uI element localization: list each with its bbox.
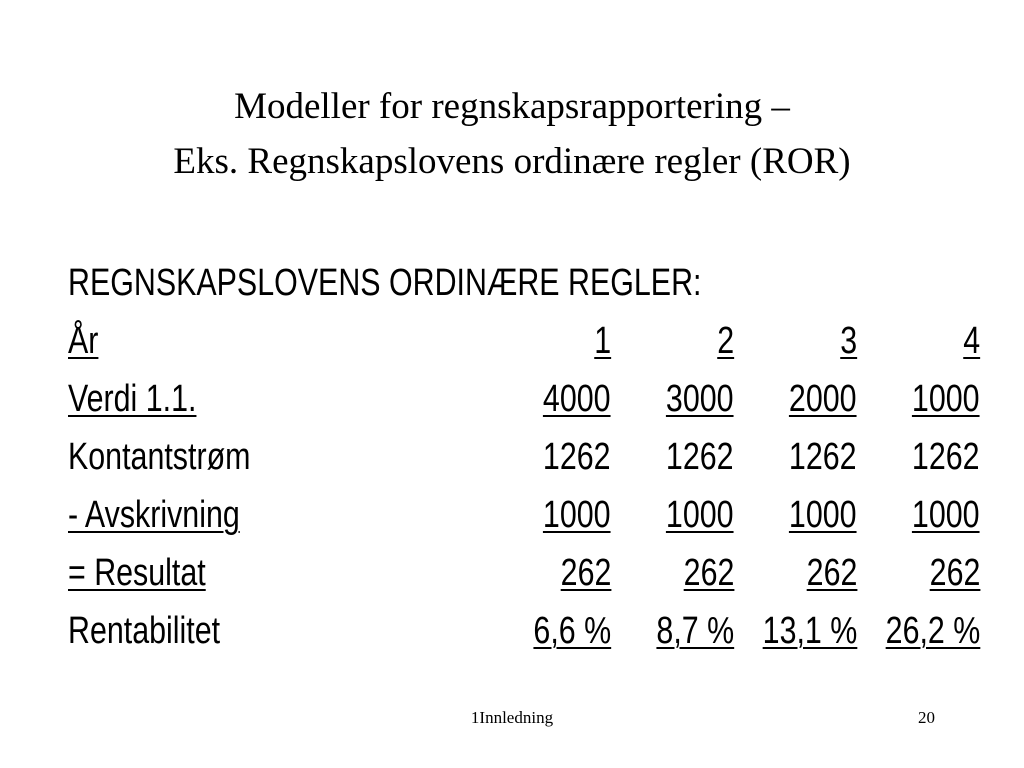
table-cell: 4000 <box>543 378 611 420</box>
row-label: År <box>68 320 99 362</box>
row-label: Rentabilitet <box>68 610 221 652</box>
table-cell: 1000 <box>912 378 980 420</box>
section-heading: REGNSKAPSLOVENS ORDINÆRE REGLER: <box>68 262 702 304</box>
table-cell: 3 <box>840 320 857 362</box>
table-cell: 1262 <box>912 436 980 478</box>
table-cell: 3000 <box>666 378 734 420</box>
table-row-verdi <box>68 376 980 434</box>
footer-section-label: 1Innledning <box>470 708 554 727</box>
page-number: 20 <box>918 708 935 727</box>
table-row-resultat <box>68 550 980 608</box>
table-row-avskrivning <box>68 492 980 550</box>
table-cell: 4 <box>963 320 980 362</box>
table-cell: 262 <box>560 552 611 594</box>
table-cell: 13,1 % <box>762 610 857 652</box>
slide-title-line-2: Eks. Regnskapslovens ordinære regler (ROR) <box>173 141 851 182</box>
table-row-year <box>68 318 980 376</box>
table-cell: 1 <box>594 320 611 362</box>
table-cell: 8,7 % <box>656 610 734 652</box>
table-cell: 262 <box>683 552 734 594</box>
slide-title-line-1: Modeller for regnskapsrapportering – <box>234 86 790 127</box>
row-label: Kontantstrøm <box>68 436 251 478</box>
table-cell: 1000 <box>543 494 611 536</box>
row-label: = Resultat <box>68 552 206 594</box>
table-cell: 262 <box>806 552 857 594</box>
table-cell: 1000 <box>666 494 734 536</box>
table-row-rentabilitet <box>68 608 980 666</box>
table-cell: 2000 <box>789 378 857 420</box>
table-cell: 1000 <box>789 494 857 536</box>
table-cell: 1262 <box>543 436 611 478</box>
row-label: Verdi 1.1. <box>68 378 197 420</box>
table-cell: 2 <box>717 320 734 362</box>
row-label: - Avskrivning <box>68 494 240 536</box>
accounting-table <box>68 318 980 666</box>
table-cell: 26,2 % <box>885 610 980 652</box>
table-cell: 1262 <box>789 436 857 478</box>
table-cell: 6,6 % <box>533 610 611 652</box>
table-row-kontantstrom <box>68 434 980 492</box>
table-cell: 262 <box>929 552 980 594</box>
table-cell: 1000 <box>912 494 980 536</box>
table-cell: 1262 <box>666 436 734 478</box>
